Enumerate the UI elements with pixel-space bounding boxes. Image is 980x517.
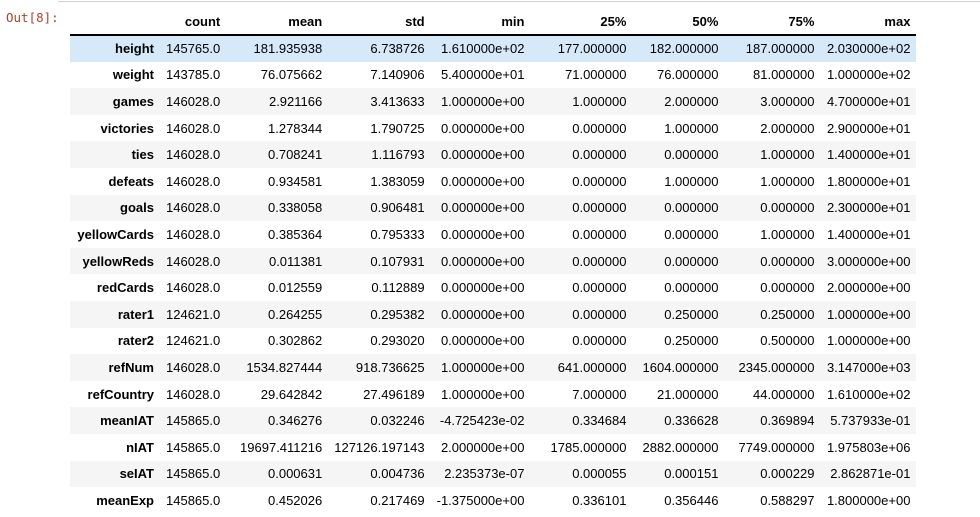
cell: 0.000000	[572, 120, 627, 136]
column-header: 75%	[788, 13, 815, 29]
cell: 0.264255	[268, 306, 323, 322]
cell: 0.500000	[760, 333, 815, 349]
table-row	[70, 407, 916, 434]
row-label: refNum	[108, 359, 154, 375]
cell: 3.000000e+00	[826, 253, 911, 269]
cell: 0.011381	[268, 253, 323, 269]
cell: 1.800000e+01	[826, 173, 911, 189]
cell: 0.000000	[664, 200, 719, 216]
cell: 0.032246	[370, 413, 425, 429]
cell: 0.385364	[268, 226, 323, 242]
cell: 1.000000e+00	[826, 306, 911, 322]
row-label: nIAT	[126, 439, 154, 455]
cell: 0.452026	[268, 492, 323, 508]
cell: 187.000000	[745, 41, 815, 57]
table-row	[70, 354, 916, 381]
row-label: yellowReds	[82, 253, 154, 269]
row-label: defeats	[108, 173, 154, 189]
row-label: rater2	[117, 333, 154, 349]
row-label: rater1	[117, 306, 154, 322]
cell: 0.000229	[760, 466, 815, 482]
cell: 2.921166	[268, 93, 323, 109]
cell: 21.000000	[657, 386, 719, 402]
table-row	[70, 328, 916, 355]
cell: 2.000000e+00	[826, 280, 911, 296]
cell: 1.000000	[760, 226, 815, 242]
cell: 0.004736	[370, 466, 425, 482]
cell: 0.334684	[572, 413, 627, 429]
cell: 0.000000e+00	[440, 253, 525, 269]
table-row	[70, 88, 916, 115]
cell: 2345.000000	[738, 359, 815, 375]
cell: 146028.0	[166, 147, 221, 163]
cell: 0.000000	[572, 226, 627, 242]
cell: 0.012559	[268, 280, 323, 296]
table-row	[70, 221, 916, 248]
cell: 0.336101	[572, 492, 627, 508]
cell: 3.413633	[370, 93, 425, 109]
row-label: goals	[120, 200, 154, 216]
cell: 81.000000	[753, 67, 815, 83]
cell: 2.300000e+01	[826, 200, 911, 216]
cell: 146028.0	[166, 173, 221, 189]
cell: 0.000000	[664, 253, 719, 269]
cell: 146028.0	[166, 253, 221, 269]
cell: 0.295382	[370, 306, 425, 322]
cell: 182.000000	[649, 41, 719, 57]
cell: 29.642842	[260, 386, 323, 402]
cell: 0.302862	[268, 333, 323, 349]
cell: 1534.827444	[246, 359, 323, 375]
cell: 145865.0	[166, 466, 221, 482]
row-label: refCountry	[87, 386, 154, 402]
column-header: count	[184, 13, 221, 29]
cell: 145865.0	[166, 439, 221, 455]
cell: 145865.0	[166, 492, 221, 508]
cell: 181.935938	[253, 41, 323, 57]
row-label: redCards	[96, 280, 154, 296]
cell: 7.140906	[370, 67, 425, 83]
cell: 641.000000	[557, 359, 627, 375]
cell: 3.000000	[760, 93, 815, 109]
cell: 0.000000	[664, 280, 719, 296]
cell: 0.000000	[572, 306, 627, 322]
cell: 0.000000	[572, 253, 627, 269]
row-label: seIAT	[119, 466, 154, 482]
cell: 1785.000000	[550, 439, 627, 455]
cell: 1.000000e+02	[826, 67, 911, 83]
cell-divider	[58, 1, 980, 2]
cell: 0.588297	[760, 492, 815, 508]
table-row	[70, 35, 916, 62]
cell: 19697.411216	[240, 439, 323, 455]
cell: 0.000000e+00	[440, 280, 525, 296]
cell: 145865.0	[166, 413, 221, 429]
cell: 124621.0	[166, 306, 221, 322]
table-row	[70, 115, 916, 142]
cell: 146028.0	[166, 359, 221, 375]
cell: 2.000000e+00	[440, 439, 525, 455]
cell: 0.369894	[760, 413, 815, 429]
table-row	[70, 195, 916, 222]
cell: 1.610000e+02	[440, 41, 525, 57]
cell: 143785.0	[166, 67, 221, 83]
cell: 71.000000	[565, 67, 627, 83]
table-row	[70, 487, 916, 514]
row-label: victories	[100, 120, 154, 136]
cell: 5.400000e+01	[440, 67, 525, 83]
cell: 76.000000	[657, 67, 719, 83]
row-label: meanExp	[96, 492, 154, 508]
table-row	[70, 168, 916, 195]
cell: 2.030000e+02	[826, 41, 911, 57]
cell: 146028.0	[166, 120, 221, 136]
cell: 0.000000	[664, 226, 719, 242]
cell: 0.107931	[370, 253, 425, 269]
cell: 0.250000	[664, 333, 719, 349]
cell: 2882.000000	[642, 439, 719, 455]
cell: 124621.0	[166, 333, 221, 349]
table-row	[70, 434, 916, 461]
header-row	[70, 8, 916, 35]
cell: 0.000000e+00	[440, 120, 525, 136]
cell: 177.000000	[557, 41, 627, 57]
table-row	[70, 248, 916, 275]
row-label: meanIAT	[100, 413, 154, 429]
cell: 76.075662	[260, 67, 323, 83]
cell: 146028.0	[166, 386, 221, 402]
cell: 2.000000	[760, 120, 815, 136]
cell: 0.000000e+00	[440, 200, 525, 216]
cell: 918.736625	[355, 359, 425, 375]
cell: 1.000000e+00	[826, 333, 911, 349]
cell: 0.000000e+00	[440, 147, 525, 163]
cell: 1.000000	[760, 147, 815, 163]
cell: 1.000000e+00	[440, 359, 525, 375]
cell: 0.217469	[370, 492, 425, 508]
cell: 2.862871e-01	[830, 466, 911, 482]
cell: 0.000000e+00	[440, 226, 525, 242]
cell: 0.000000e+00	[440, 173, 525, 189]
cell: 0.000055	[572, 466, 627, 482]
table-row	[70, 274, 916, 301]
cell: 1.000000	[760, 173, 815, 189]
table-row	[70, 141, 916, 168]
cell: 1.116793	[371, 147, 425, 163]
cell: 0.795333	[370, 226, 425, 242]
cell: 1604.000000	[642, 359, 719, 375]
column-header: 25%	[600, 13, 627, 29]
cell: 0.112889	[371, 280, 425, 296]
cell: 0.000000	[572, 173, 627, 189]
cell: 1.790725	[370, 120, 425, 136]
row-label: height	[115, 41, 154, 57]
cell: 6.738726	[370, 41, 425, 57]
cell: 0.000000	[664, 147, 719, 163]
cell: 1.000000	[572, 93, 627, 109]
cell: 27.496189	[363, 386, 425, 402]
cell: 0.000000e+00	[440, 333, 525, 349]
cell: 1.000000e+00	[440, 386, 525, 402]
cell: 1.383059	[370, 173, 425, 189]
cell: 0.000000	[572, 147, 627, 163]
cell: -4.725423e-02	[439, 413, 525, 429]
cell: 1.000000e+00	[440, 93, 525, 109]
row-label: ties	[131, 147, 154, 163]
column-header: 50%	[692, 13, 719, 29]
cell: 2.235373e-07	[444, 466, 525, 482]
cell: 0.000000e+00	[440, 306, 525, 322]
cell: 0.000631	[268, 466, 323, 482]
cell: 127126.197143	[334, 439, 425, 455]
cell: 0.708241	[268, 147, 323, 163]
column-header: mean	[288, 13, 323, 29]
cell: 2.900000e+01	[826, 120, 911, 136]
cell: 0.000000	[572, 333, 627, 349]
cell: 0.000000	[760, 280, 815, 296]
cell: 3.147000e+03	[826, 359, 911, 375]
cell: 146028.0	[166, 200, 221, 216]
cell: 5.737933e-01	[830, 413, 911, 429]
table-row	[70, 461, 916, 488]
table-body	[70, 35, 916, 514]
cell: 0.906481	[370, 200, 425, 216]
column-header: min	[501, 13, 525, 29]
table-row	[70, 381, 916, 408]
dataframe-output	[70, 8, 916, 514]
out-prompt: Out[8]:	[6, 10, 59, 25]
cell: 1.610000e+02	[826, 386, 911, 402]
cell: 7.000000	[572, 386, 627, 402]
cell: 4.700000e+01	[826, 93, 911, 109]
cell: 2.000000	[664, 93, 719, 109]
dataframe	[70, 8, 916, 514]
cell: 0.000151	[664, 466, 719, 482]
table-row	[70, 62, 916, 89]
cell: 0.346276	[268, 413, 323, 429]
cell: 1.800000e+00	[826, 492, 911, 508]
cell: 44.000000	[753, 386, 815, 402]
cell: 1.000000	[664, 173, 719, 189]
cell: 146028.0	[166, 280, 221, 296]
row-label: yellowCards	[77, 226, 154, 242]
cell: 0.000000	[572, 200, 627, 216]
cell: 7749.000000	[738, 439, 815, 455]
cell: 146028.0	[166, 93, 221, 109]
table-row	[70, 301, 916, 328]
cell: 0.250000	[664, 306, 719, 322]
cell: 1.400000e+01	[826, 226, 911, 242]
cell: 1.278344	[268, 120, 323, 136]
cell: 0.000000	[760, 253, 815, 269]
cell: 0.934581	[268, 173, 323, 189]
cell: 1.975803e+06	[826, 439, 911, 455]
cell: 0.000000	[760, 200, 815, 216]
index-corner	[70, 8, 160, 35]
cell: 0.338058	[268, 200, 323, 216]
cell: 0.293020	[370, 333, 425, 349]
cell: 0.336628	[664, 413, 719, 429]
cell: 1.000000	[664, 120, 719, 136]
row-label: games	[112, 93, 154, 109]
cell: 146028.0	[166, 226, 221, 242]
cell: 0.000000	[572, 280, 627, 296]
cell: 0.250000	[760, 306, 815, 322]
cell: -1.375000e+00	[436, 492, 525, 508]
cell: 145765.0	[166, 41, 221, 57]
column-header: std	[405, 13, 425, 29]
column-header: max	[884, 13, 911, 29]
row-label: weight	[112, 67, 154, 83]
cell: 0.356446	[664, 492, 719, 508]
cell: 1.400000e+01	[826, 147, 911, 163]
